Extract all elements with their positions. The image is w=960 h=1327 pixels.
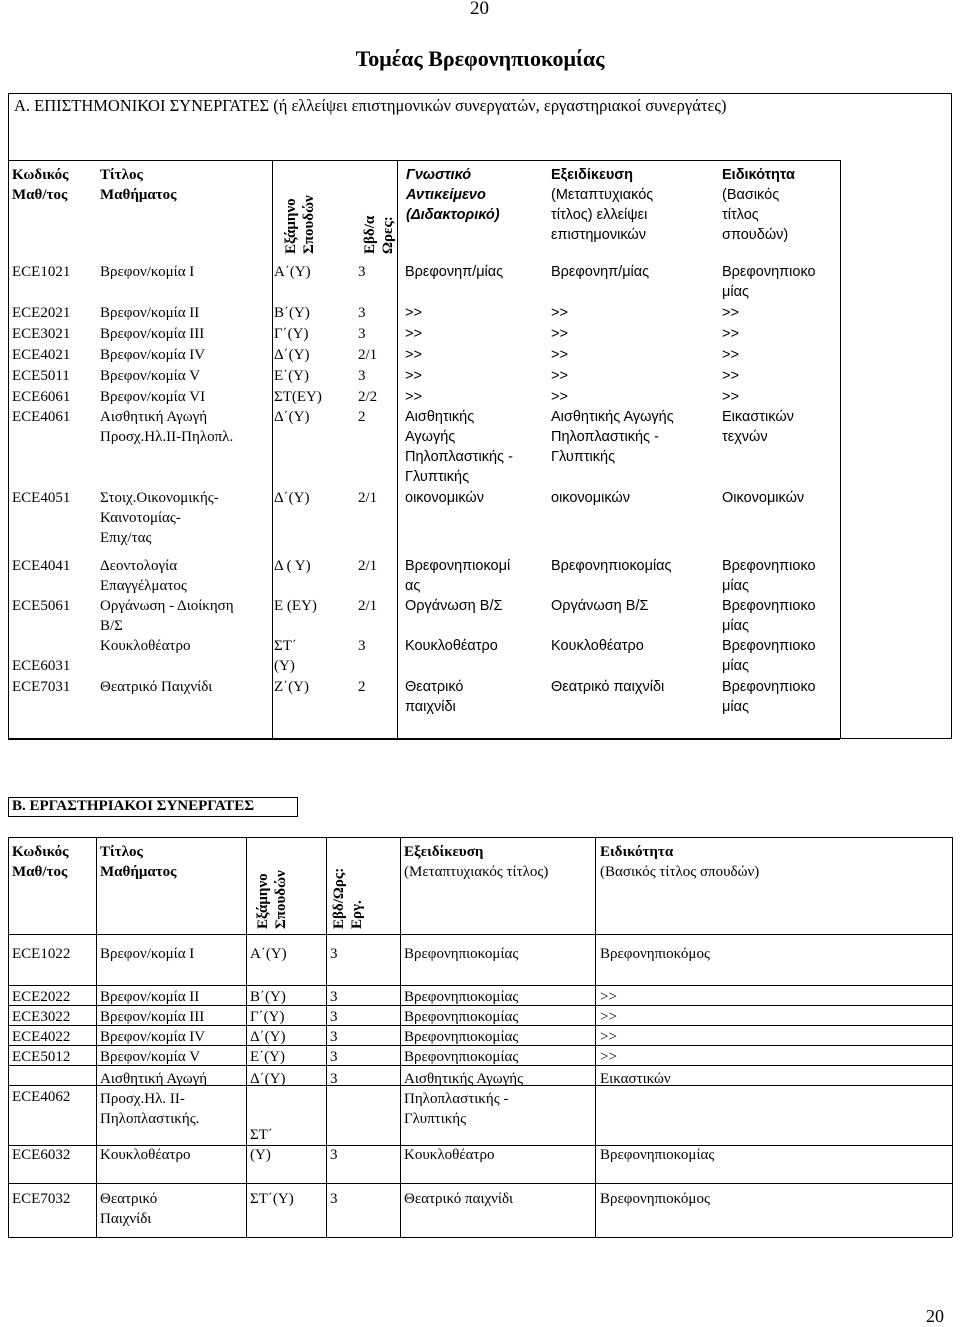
table-row-title: Παιχνίδι [100, 1211, 152, 1227]
table-row-specialty: >> [722, 368, 739, 384]
header-specialty: (Βασικός τίτλος σπουδών) [600, 864, 760, 880]
table-row-specialty: Εικαστικών [722, 409, 794, 425]
table-row-semester: Δ΄(Υ) [274, 409, 310, 425]
table-row-hours: 3 [330, 1147, 338, 1163]
table-row-code: ECE1021 [12, 264, 71, 280]
header-semester-line: Εξάμηνο [255, 873, 271, 929]
table-row-subject: Βρεφονηπιοκομί [405, 558, 511, 574]
header-title: Τίτλος [100, 844, 143, 860]
table-row-code: ECE6032 [12, 1147, 71, 1163]
table-row-specialty: Βρεφονηπιοκο [722, 638, 816, 654]
header-code: Μαθ/τος [12, 864, 68, 880]
table-row-specialty: >> [722, 305, 739, 321]
table-row-specialization: Οργάνωση Β/Σ [551, 598, 649, 614]
table-row-code: ECE3022 [12, 1009, 71, 1025]
table-row-code: ECE4041 [12, 558, 71, 574]
table-row-specialization: >> [551, 368, 568, 384]
header-semester-line: Σπουδών [273, 870, 289, 929]
header-specialization: τίτλος) ελλείψει [551, 207, 648, 223]
row-divider [8, 739, 840, 740]
table-row-semester: (Υ) [274, 658, 295, 674]
table-row-specialty: μίας [722, 658, 749, 674]
table-row-specialty: Βρεφονηπιοκόμος [600, 946, 710, 962]
table-row-specialty: Βρεφονηπιοκο [722, 679, 816, 695]
table-row-hours: 3 [358, 326, 366, 342]
header-title: Τίτλος [100, 167, 143, 183]
column-divider [595, 837, 596, 1237]
table-row-code: ECE2021 [12, 305, 71, 321]
row-divider [8, 985, 952, 986]
header-specialty: Ειδικότητα [722, 167, 795, 183]
table-row-code: ECE4022 [12, 1029, 71, 1045]
table-row-specialty: μίας [722, 284, 749, 300]
section-a-title: Α. ΕΠΙΣΤΗΜΟΝΙΚΟΙ ΣΥΝΕΡΓΑΤΕΣ (ή ελλείψει επιστημονικών συνεργατών, εργαστηριακοί συνεργάτες) [14, 96, 727, 115]
table-row-hours: 3 [330, 1009, 338, 1025]
table-row-specialty: >> [600, 989, 617, 1005]
header-hours-line: Εβδ/Ωρς: [331, 867, 347, 929]
table-row-code: ECE7032 [12, 1191, 71, 1207]
table-row-subject: >> [405, 347, 422, 363]
header-hours-line: Ωρες: [380, 216, 396, 254]
header-specialization: Εξειδίκευση [551, 167, 634, 183]
table-row-specialty: Βρεφονηπιοκο [722, 558, 816, 574]
column-divider [840, 160, 841, 739]
table-row-specialization: Βρεφονηπιοκομίας [551, 558, 672, 574]
table-row-specialization: Αισθητικής Αγωγής [551, 409, 674, 425]
table-row-semester: Β΄(Υ) [274, 305, 310, 321]
table-row-specialization: Γλυπτικής [551, 449, 616, 465]
header-hours [361, 216, 397, 254]
header-specialty: (Βασικός [722, 187, 780, 203]
table-row-title: Καινοτομίας- [100, 510, 181, 526]
table-row-specialty: Βρεφονηπιοκομίας [600, 1147, 715, 1163]
table-row-specialization: Βρεφονηπιοκομίας [404, 1029, 519, 1045]
table-row-hours: 3 [330, 1191, 338, 1207]
table-row-subject: Γλυπτικής [405, 469, 470, 485]
table-row-subject: Αισθητικής [405, 409, 475, 425]
table-row-code: ECE4061 [12, 409, 71, 425]
column-divider [246, 837, 247, 1237]
table-row-code: ECE5012 [12, 1049, 71, 1065]
table-row-hours: 3 [330, 1029, 338, 1045]
table-row-subject: Θεατρικό [405, 679, 464, 695]
header-semester-line: Εξάμηνο [283, 198, 299, 254]
row-divider [8, 160, 840, 161]
row-divider [8, 1183, 952, 1184]
table-row-title: Βρεφον/κομία V [100, 368, 201, 384]
table-row-specialty: >> [722, 347, 739, 363]
table-row-code: ECE1022 [12, 946, 71, 962]
table-row-hours: 2 [358, 409, 366, 425]
table-row-specialty: >> [722, 389, 739, 405]
table-row-hours: 3 [330, 989, 338, 1005]
header-semester-line: Σπουδών [301, 195, 317, 254]
table-row-title: Βρεφον/κομία ΙΙΙ [100, 326, 205, 342]
header-specialization: (Μεταπτυχιακός τίτλος) [404, 864, 549, 880]
table-row-semester: Γ΄(Υ) [274, 326, 309, 342]
header-hours-line: Εβδ/α [362, 215, 378, 254]
table-row-title: Β/Σ [100, 618, 123, 634]
table-row-title: Βρεφον/κομία ΙΙ [100, 305, 200, 321]
table-row-specialization: >> [551, 305, 568, 321]
table-row-specialization: οικονομικών [551, 490, 630, 506]
table-row-title: Βρεφον/κομία VI [100, 389, 206, 405]
section-b-table [8, 837, 952, 1237]
table-row-title: Βρεφον/κομία Ι [100, 946, 195, 962]
table-row-subject: Αγωγής [405, 429, 456, 445]
header-specialization: επιστημονικών [551, 227, 646, 243]
table-row-semester: Δ΄(Υ) [274, 347, 310, 363]
table-row-specialty: Εικαστικών [600, 1071, 671, 1087]
header-subject: (Διδακτορικό) [406, 207, 500, 223]
column-divider [326, 837, 327, 1237]
header-subject: Γνωστικό [406, 167, 472, 183]
table-row-semester: Δ΄(Υ) [250, 1029, 286, 1045]
table-row-code: ECE5011 [12, 368, 70, 384]
table-row-hours: 3 [330, 1049, 338, 1065]
table-row-specialty: Οικονομικών [722, 490, 805, 506]
header-specialization: Εξειδίκευση [404, 844, 484, 860]
table-row-semester: Ε΄(Υ) [250, 1049, 285, 1065]
table-row-title: Βρεφον/κομία ΙV [100, 347, 206, 363]
column-divider [397, 160, 398, 739]
table-row-specialization: Γλυπτικής [404, 1111, 467, 1127]
table-row-semester: Δ΄(Υ) [274, 490, 310, 506]
table-row-hours: 3 [358, 368, 366, 384]
table-row-code: ECE4051 [12, 490, 71, 506]
table-row-semester: Δ ( Υ) [274, 558, 311, 574]
table-row-hours: 3 [330, 946, 338, 962]
table-row-title: Αισθητική Αγωγή [100, 1071, 208, 1087]
table-row-specialization: Πηλοπλαστικής - [551, 429, 659, 445]
table-row-subject: Πηλοπλαστικής - [405, 449, 513, 465]
table-row-semester: ΣΤ΄ [274, 638, 297, 654]
table-row-title: Βρεφον/κομία V [100, 1049, 201, 1065]
table-row-code: ECE6061 [12, 389, 71, 405]
table-row-subject: παιχνίδι [405, 699, 456, 715]
table-row-specialization: Βρεφονηπ/μίας [551, 264, 650, 280]
table-row-specialization: Βρεφονηπιοκομίας [404, 1049, 519, 1065]
table-row-semester: Β΄(Υ) [250, 989, 286, 1005]
table-row-subject: ας [405, 578, 421, 594]
table-row-hours: 3 [358, 638, 366, 654]
table-row-title: Οργάνωση - Διοίκηση [100, 598, 234, 614]
column-divider [272, 160, 273, 739]
table-row-semester: Δ΄(Υ) [250, 1071, 286, 1087]
page-number-top: 20 [470, 0, 489, 19]
section-b-title: Β. ΕΡΓΑΣΤΗΡΙΑΚΟΙ ΣΥΝΕΡΓΑΤΕΣ [12, 798, 255, 814]
column-divider [952, 837, 953, 1237]
header-semester [254, 870, 290, 929]
table-row-specialty: Βρεφονηπιοκο [722, 264, 816, 280]
table-row-specialization: >> [551, 347, 568, 363]
table-row-subject: >> [405, 326, 422, 342]
header-code: Μαθ/τος [12, 187, 68, 203]
table-row-code: ECE3021 [12, 326, 71, 342]
header-code: Κωδικός [12, 167, 69, 183]
header-hours-line: Εργ. [349, 900, 365, 929]
table-row-title: Βρεφον/κομία ΙΙ [100, 989, 200, 1005]
table-row-code: ECE5061 [12, 598, 71, 614]
row-divider [8, 837, 952, 838]
row-divider [8, 934, 952, 935]
table-row-title: Θεατρικό Παιχνίδι [100, 679, 213, 695]
table-row-semester: Ε΄(Υ) [274, 368, 309, 384]
section-a-table [8, 160, 840, 739]
column-divider [96, 837, 97, 1237]
table-row-specialty: >> [722, 326, 739, 342]
table-row-semester: Γ΄(Υ) [250, 1009, 285, 1025]
table-row-code: ECE2022 [12, 989, 71, 1005]
page-number-bottom: 20 [926, 1306, 944, 1326]
table-row-subject: Κουκλοθέατρο [405, 638, 498, 654]
header-specialty: τίτλος [722, 207, 759, 223]
table-row-specialization: Βρεφονηπιοκομίας [404, 1009, 519, 1025]
table-row-code: ECE6031 [12, 658, 71, 674]
table-row-semester: Ζ΄(Υ) [274, 679, 309, 695]
table-row-subject: >> [405, 389, 422, 405]
table-row-specialty: μίας [722, 578, 749, 594]
table-row-title: Βρεφον/κομία ΙV [100, 1029, 206, 1045]
header-specialty: σπουδών) [722, 227, 789, 243]
table-row-hours: 2 [358, 679, 366, 695]
table-row-hours: 2/1 [358, 558, 378, 574]
table-row-hours: 2/1 [358, 490, 378, 506]
table-row-semester: ΣΤ(ΕΥ) [274, 389, 322, 405]
table-row-specialty: μίας [722, 699, 749, 715]
table-row-specialty: Βρεφονηπιοκόμος [600, 1191, 710, 1207]
table-row-specialization: Κουκλοθέατρο [551, 638, 644, 654]
table-row-title: Δεοντολογία [100, 558, 178, 574]
header-title: Μαθήματος [100, 864, 177, 880]
table-row-hours: 3 [330, 1071, 338, 1087]
header-code: Κωδικός [12, 844, 69, 860]
page-title: Τομέας Βρεφονηπιοκομίας [355, 46, 605, 71]
table-row-hours: 2/1 [358, 598, 378, 614]
table-row-code: ECE7031 [12, 679, 71, 695]
table-row-semester: (Υ) [250, 1147, 271, 1163]
table-row-specialization: Βρεφονηπιοκομίας [404, 946, 519, 962]
table-row-title: Πηλοπλαστικής. [100, 1111, 200, 1127]
table-row-subject: Βρεφονηπ/μίας [405, 264, 504, 280]
table-row-subject: >> [405, 368, 422, 384]
header-semester [282, 195, 318, 254]
table-row-semester: ΣΤ΄ [250, 1127, 273, 1143]
table-row-specialty: >> [600, 1049, 617, 1065]
table-row-title: Θεατρικό [100, 1191, 158, 1207]
table-row-specialization: Θεατρικό παιχνίδι [551, 679, 665, 695]
table-row-title: Προσχ.Ηλ.ΙΙ-Πηλοπλ. [100, 429, 234, 445]
table-row-specialty: τεχνών [722, 429, 768, 445]
table-row-subject: >> [405, 305, 422, 321]
table-row-specialty: Βρεφονηπιοκο [722, 598, 816, 614]
table-row-hours: 3 [358, 305, 366, 321]
table-row-title: Αισθητική Αγωγή [100, 409, 208, 425]
table-row-semester: Ε (ΕΥ) [274, 598, 317, 614]
header-title: Μαθήματος [100, 187, 177, 203]
table-row-specialization: Πηλοπλαστικής - [404, 1091, 509, 1107]
table-row-title: Προσχ.Ηλ. ΙΙ- [100, 1091, 185, 1107]
table-row-specialization: Θεατρικό παιχνίδι [404, 1191, 514, 1207]
table-row-title: Κουκλοθέατρο [100, 1147, 191, 1163]
column-divider [400, 837, 401, 1237]
table-row-specialty: μίας [722, 618, 749, 634]
header-hours [330, 868, 366, 929]
table-row-specialization: Βρεφονηπιοκομίας [404, 989, 519, 1005]
table-row-subject: Οργάνωση Β/Σ [405, 598, 503, 614]
table-row-code: ECE4021 [12, 347, 71, 363]
table-row-specialty: >> [600, 1029, 617, 1045]
table-row-title: Βρεφον/κομία Ι [100, 264, 195, 280]
table-row-title: Επιχ/τας [100, 530, 152, 546]
table-row-specialization: Κουκλοθέατρο [404, 1147, 495, 1163]
header-specialty: Ειδικότητα [600, 844, 674, 860]
table-row-specialization: Αισθητικής Αγωγής [404, 1071, 524, 1087]
table-row-semester: Α΄(Υ) [274, 264, 311, 280]
column-divider [8, 837, 9, 1237]
table-row-subject: οικονομικών [405, 490, 484, 506]
table-row-specialization: >> [551, 326, 568, 342]
table-row-code: ECE4062 [12, 1089, 71, 1105]
header-specialization: (Μεταπτυχιακός [551, 187, 654, 203]
table-row-specialization: >> [551, 389, 568, 405]
row-divider [8, 1237, 952, 1238]
table-row-semester: Α΄(Υ) [250, 946, 287, 962]
table-row-hours: 2/1 [358, 347, 378, 363]
table-row-hours: 2/2 [358, 389, 378, 405]
table-row-specialty: >> [600, 1009, 617, 1025]
header-subject: Αντικείμενο [406, 187, 486, 203]
table-row-hours: 3 [358, 264, 366, 280]
table-row-title: Κουκλοθέατρο [100, 638, 191, 654]
table-row-semester: ΣΤ΄(Υ) [250, 1191, 294, 1207]
table-row-title: Στοιχ.Οικονομικής- [100, 490, 219, 506]
table-row-title: Επαγγέλματος [100, 578, 187, 594]
column-divider [8, 160, 9, 739]
table-row-title: Βρεφον/κομία ΙΙΙ [100, 1009, 205, 1025]
